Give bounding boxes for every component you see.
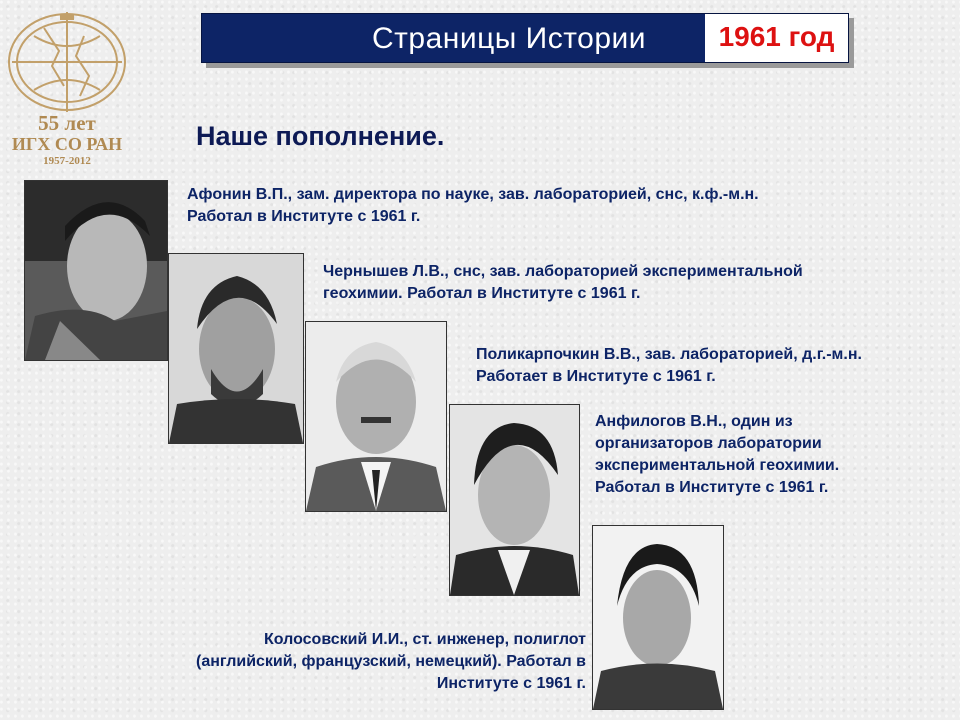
caption-line: Афонин В.П., зам. директора по науке, зав. лабораторией, снс, к.ф.-м.н. <box>187 186 759 203</box>
caption-line: Чернышев Л.В., снс, зав. лабораторией экспериментальной <box>323 263 803 280</box>
caption-line: Анфилогов В.Н., один из <box>595 413 793 430</box>
caption-line: Работал в Институте с 1961 г. <box>187 208 421 225</box>
anniversary-years: 55 лет <box>38 111 96 135</box>
caption-afonin <box>187 184 759 228</box>
caption-line: организаторов лаборатории <box>595 435 822 452</box>
portrait-photo-anfilogov <box>449 404 580 596</box>
caption-line: Работает в Институте с 1961 г. <box>476 368 716 385</box>
anniversary-institute: ИГХ СО РАН <box>11 134 123 154</box>
page-title: Страницы Истории <box>372 22 647 55</box>
caption-line: Поликарпочкин В.В., зав. лабораторией, д.г.-м.н. <box>476 346 862 363</box>
anniversary-range: 1957-2012 <box>43 155 91 167</box>
caption-polikarpochkin <box>476 344 862 388</box>
section-subtitle: Наше пополнение. <box>196 121 445 151</box>
portrait-photo-kolosovsky <box>592 525 724 710</box>
caption-line: Колосовский И.И., ст. инженер, полиглот <box>263 631 586 648</box>
header-banner <box>201 13 849 63</box>
portrait-photo-chernyshev <box>168 253 304 444</box>
caption-line: (английский, французский, немецкий). Работал в <box>196 653 586 670</box>
caption-anfilogov <box>595 411 839 499</box>
caption-chernyshev <box>323 261 803 305</box>
caption-line: Работал в Институте с 1961 г. <box>595 479 829 496</box>
anniversary-label <box>0 112 134 168</box>
institute-logo-icon <box>4 6 130 118</box>
portrait-photo-polikarpochkin <box>305 321 447 512</box>
year-badge: 1961 год <box>705 14 848 62</box>
caption-kolosovsky <box>118 629 586 695</box>
caption-line: геохимии. Работал в Институте с 1961 г. <box>323 285 641 302</box>
caption-line: экспериментальной геохимии. <box>595 457 840 474</box>
portrait-photo-afonin <box>24 180 168 361</box>
caption-line: Институте с 1961 г. <box>436 675 586 692</box>
